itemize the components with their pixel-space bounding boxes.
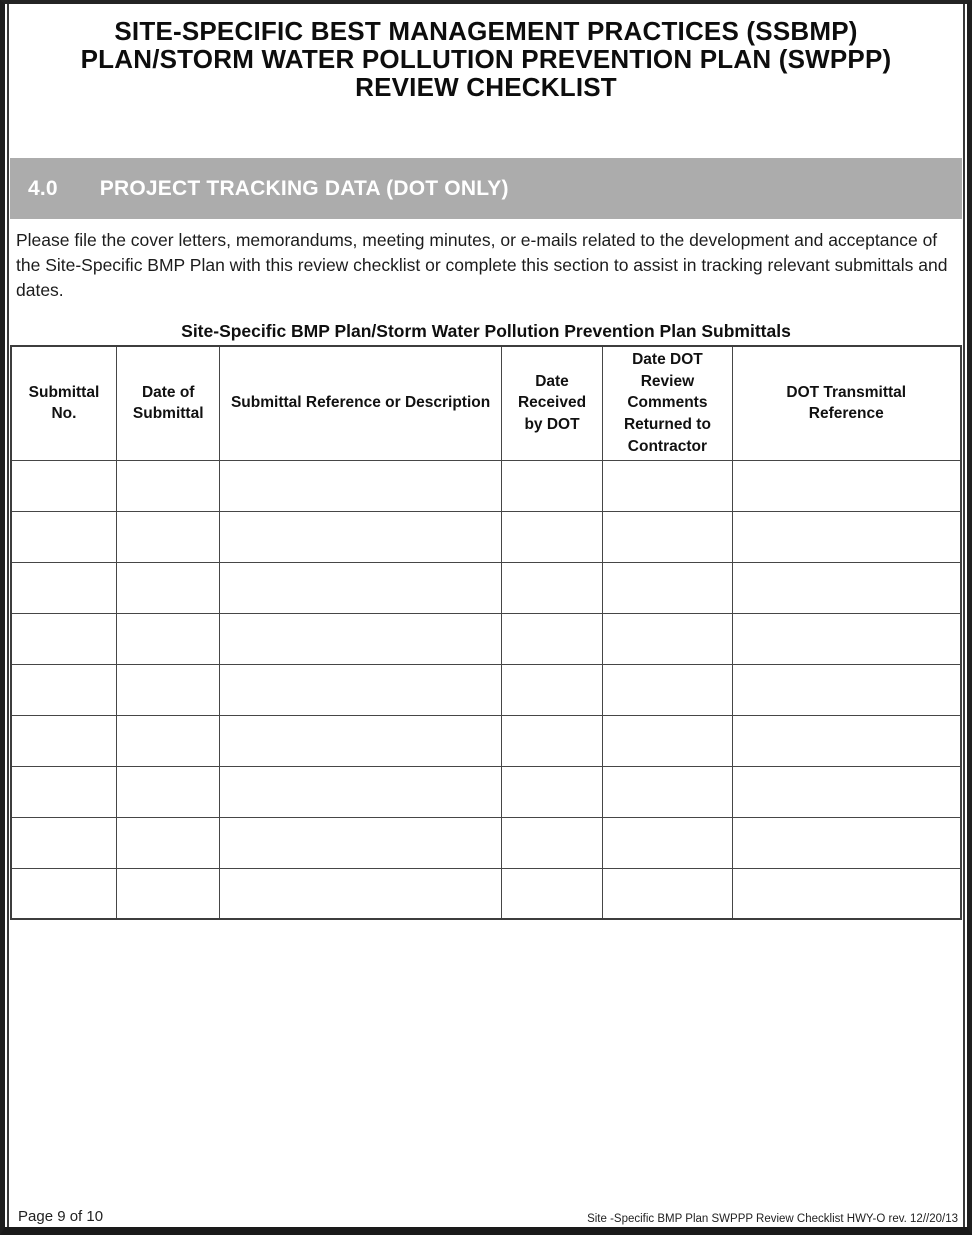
table-cell-empty xyxy=(220,868,501,919)
page-title-line-3: REVIEW CHECKLIST xyxy=(355,72,617,102)
table-cell-empty xyxy=(11,817,116,868)
column-header-dot-transmittal-reference: DOT Transmittal Reference xyxy=(732,346,961,460)
table-row xyxy=(11,460,961,511)
table-cell-empty xyxy=(116,817,220,868)
page-title xyxy=(38,17,934,101)
table-header xyxy=(11,346,961,460)
table-cell-empty xyxy=(116,664,220,715)
page-footer xyxy=(9,1208,963,1226)
table-cell-empty xyxy=(220,664,501,715)
table-cell-empty xyxy=(732,460,961,511)
table-cell-empty xyxy=(11,562,116,613)
table-cell-empty xyxy=(11,664,116,715)
table-cell-empty xyxy=(501,460,603,511)
page-inner-frame xyxy=(7,4,965,1227)
table-row xyxy=(11,664,961,715)
table-cell-empty xyxy=(220,715,501,766)
table-row xyxy=(11,868,961,919)
table-cell-empty xyxy=(11,715,116,766)
table-row xyxy=(11,613,961,664)
section-number: 4.0 xyxy=(28,176,58,200)
page-title-line-2: PLAN/STORM WATER POLLUTION PREVENTION PLAN (SWPPP) xyxy=(80,44,892,74)
table-cell-empty xyxy=(11,868,116,919)
table-row xyxy=(11,562,961,613)
table-cell-empty xyxy=(501,766,603,817)
table-cell-empty xyxy=(501,511,603,562)
table-title: Site-Specific BMP Plan/Storm Water Pollution Prevention Plan Submittals xyxy=(181,321,791,341)
table-row xyxy=(11,766,961,817)
table-cell-empty xyxy=(732,664,961,715)
table-cell-empty xyxy=(220,460,501,511)
section-header-bar xyxy=(10,158,962,219)
section-heading: PROJECT TRACKING DATA (DOT ONLY) xyxy=(99,176,509,200)
table-cell-empty xyxy=(732,715,961,766)
table-cell-empty xyxy=(501,613,603,664)
table-cell-empty xyxy=(603,460,732,511)
column-header-submittal-no: Submittal No. xyxy=(11,346,116,460)
submittals-table xyxy=(10,345,962,920)
table-cell-empty xyxy=(220,766,501,817)
table-cell-empty xyxy=(116,715,220,766)
table-cell-empty xyxy=(603,817,732,868)
table-cell-empty xyxy=(603,562,732,613)
table-row xyxy=(11,511,961,562)
table-cell-empty xyxy=(11,766,116,817)
table-cell-empty xyxy=(501,868,603,919)
table-cell-empty xyxy=(220,511,501,562)
table-header-row xyxy=(11,346,961,460)
table-cell-empty xyxy=(501,715,603,766)
table-cell-empty xyxy=(11,511,116,562)
table-cell-empty xyxy=(501,562,603,613)
table-cell-empty xyxy=(116,562,220,613)
table-cell-empty xyxy=(116,511,220,562)
table-cell-empty xyxy=(603,766,732,817)
table-cell-empty xyxy=(116,613,220,664)
table-cell-empty xyxy=(732,613,961,664)
table-cell-empty xyxy=(603,511,732,562)
table-cell-empty xyxy=(116,460,220,511)
page-title-line-1: SITE-SPECIFIC BEST MANAGEMENT PRACTICES (SSBMP) xyxy=(114,16,858,46)
table-cell-empty xyxy=(11,613,116,664)
table-cell-empty xyxy=(732,766,961,817)
column-header-date-comments-returned: Date DOT Review Comments Returned to Contractor xyxy=(603,346,732,460)
table-cell-empty xyxy=(220,817,501,868)
table-row xyxy=(11,817,961,868)
table-cell-empty xyxy=(116,766,220,817)
table-cell-empty xyxy=(732,511,961,562)
column-header-date-of-submittal: Date of Submittal xyxy=(116,346,220,460)
table-cell-empty xyxy=(603,715,732,766)
table-cell-empty xyxy=(603,613,732,664)
submittals-table-body xyxy=(11,460,961,919)
table-cell-empty xyxy=(501,664,603,715)
table-cell-empty xyxy=(501,817,603,868)
table-cell-empty xyxy=(732,562,961,613)
footer-page-number: Page 9 of 10 xyxy=(18,1208,104,1225)
column-header-date-received: Date Received by DOT xyxy=(501,346,603,460)
section-intro-paragraph: Please file the cover letters, memorandums, meeting minutes, or e-mails related to the development and acceptance of the Site-Specific BMP Plan with this review checklist or complete this section to assist in tracking relevant submittals and dates. xyxy=(16,230,948,300)
table-cell-empty xyxy=(732,817,961,868)
table-cell-empty xyxy=(116,868,220,919)
table-cell-empty xyxy=(11,460,116,511)
footer-doc-reference: Site -Specific BMP Plan SWPPP Review Checklist HWY-O rev. 12//20/13 xyxy=(587,1213,958,1225)
table-cell-empty xyxy=(732,868,961,919)
table-cell-empty xyxy=(603,868,732,919)
table-cell-empty xyxy=(220,562,501,613)
column-header-submittal-reference: Submittal Reference or Description xyxy=(220,346,501,460)
table-cell-empty xyxy=(220,613,501,664)
table-row xyxy=(11,715,961,766)
table-cell-empty xyxy=(603,664,732,715)
